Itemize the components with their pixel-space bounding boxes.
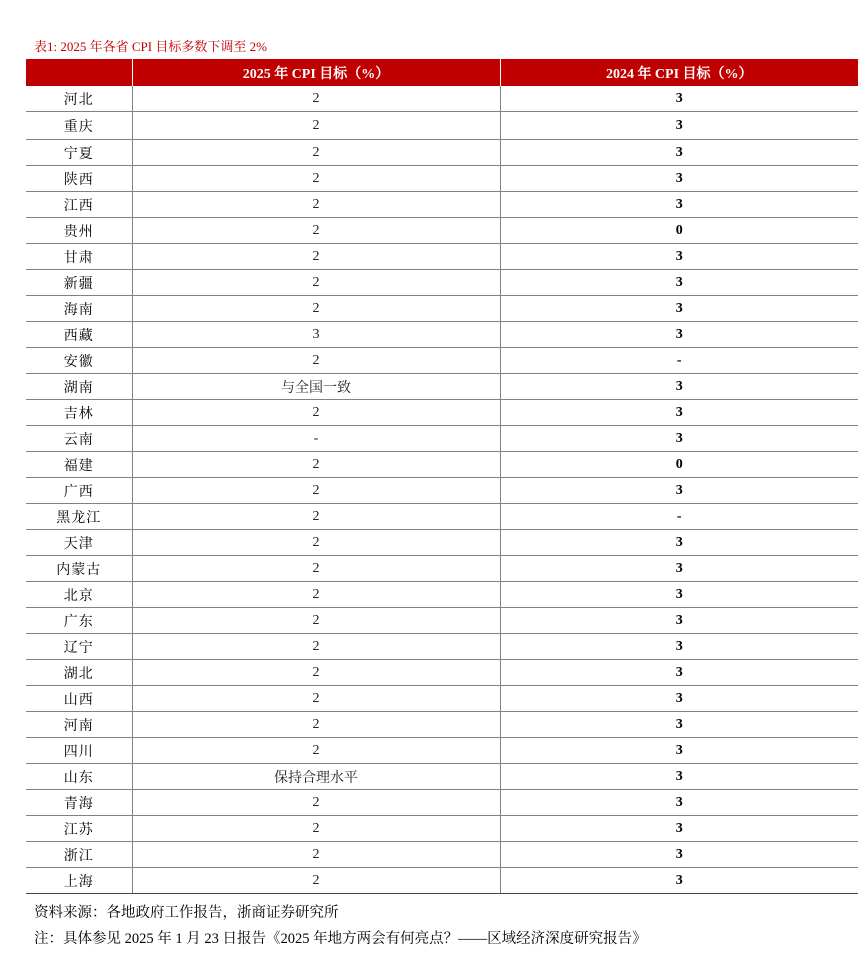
cpi-2024-cell: 3 [500, 764, 858, 790]
table-row [26, 712, 858, 738]
province-cell: 安徽 [26, 348, 132, 374]
table-header-row [26, 59, 858, 86]
table-row [26, 270, 858, 296]
cpi-2024-cell: 3 [500, 192, 858, 218]
province-cell: 北京 [26, 582, 132, 608]
cpi-2024-cell: 3 [500, 686, 858, 712]
header-2025-cpi-target: 2025 年 CPI 目标（%） [132, 59, 500, 86]
table-row [26, 504, 858, 530]
table-row [26, 426, 858, 452]
table-row [26, 296, 858, 322]
table-row [26, 192, 858, 218]
table-row [26, 218, 858, 244]
table-row [26, 322, 858, 348]
cpi-2025-cell: - [132, 426, 500, 452]
table-row [26, 738, 858, 764]
cpi-2025-cell: 2 [132, 738, 500, 764]
cpi-2024-cell: 3 [500, 530, 858, 556]
cpi-2024-cell: 3 [500, 322, 858, 348]
cpi-2025-cell: 2 [132, 400, 500, 426]
province-cell: 山东 [26, 764, 132, 790]
table-row [26, 478, 858, 504]
table-row [26, 608, 858, 634]
province-cell: 宁夏 [26, 140, 132, 166]
cpi-2025-cell: 2 [132, 244, 500, 270]
cpi-2024-cell: 3 [500, 790, 858, 816]
footnote: 注：具体参见 2025 年 1 月 23 日报告《2025 年地方两会有何亮点？——区域经济深度研究报告》 [34, 931, 647, 947]
table-row [26, 842, 858, 868]
cpi-2024-cell: 3 [500, 244, 858, 270]
cpi-2025-cell: 2 [132, 348, 500, 374]
cpi-2024-cell: 3 [500, 112, 858, 140]
cpi-2024-cell: 3 [500, 426, 858, 452]
province-cell: 湖南 [26, 374, 132, 400]
province-cell: 陕西 [26, 166, 132, 192]
cpi-2024-cell: 3 [500, 166, 858, 192]
cpi-2024-cell: 3 [500, 660, 858, 686]
province-cell: 湖北 [26, 660, 132, 686]
cpi-2024-cell: 0 [500, 218, 858, 244]
cpi-2024-cell: 3 [500, 374, 858, 400]
table-row [26, 140, 858, 166]
cpi-2025-cell: 2 [132, 790, 500, 816]
cpi-2024-cell: 3 [500, 712, 858, 738]
cpi-2025-cell: 2 [132, 218, 500, 244]
province-cell: 辽宁 [26, 634, 132, 660]
table-row [26, 816, 858, 842]
table-row [26, 686, 858, 712]
cpi-2025-cell: 3 [132, 322, 500, 348]
table-row [26, 112, 858, 140]
cpi-2024-cell: 3 [500, 270, 858, 296]
cpi-2025-cell: 2 [132, 112, 500, 140]
header-province [26, 59, 132, 86]
cpi-2025-cell: 2 [132, 530, 500, 556]
cpi-2025-cell: 2 [132, 582, 500, 608]
cpi-2024-cell: 3 [500, 478, 858, 504]
cpi-2025-cell: 2 [132, 686, 500, 712]
province-cell: 西藏 [26, 322, 132, 348]
province-cell: 青海 [26, 790, 132, 816]
source-note: 资料来源：各地政府工作报告，浙商证券研究所 [34, 905, 339, 921]
table-row [26, 634, 858, 660]
province-cell: 云南 [26, 426, 132, 452]
table-row [26, 530, 858, 556]
table-row [26, 868, 858, 894]
cpi-2025-cell: 2 [132, 842, 500, 868]
cpi-2025-cell: 2 [132, 270, 500, 296]
cpi-2025-cell: 2 [132, 504, 500, 530]
cpi-2024-cell: 3 [500, 868, 858, 894]
table-row [26, 660, 858, 686]
cpi-2025-cell: 2 [132, 712, 500, 738]
province-cell: 吉林 [26, 400, 132, 426]
table-row [26, 790, 858, 816]
table-row [26, 556, 858, 582]
province-cell: 重庆 [26, 112, 132, 140]
cpi-2025-cell: 2 [132, 452, 500, 478]
cpi-2024-cell: - [500, 504, 858, 530]
province-cell: 山西 [26, 686, 132, 712]
cpi-2025-cell: 2 [132, 140, 500, 166]
cpi-2024-cell: 0 [500, 452, 858, 478]
province-cell: 四川 [26, 738, 132, 764]
table-row [26, 348, 858, 374]
cpi-2024-cell: 3 [500, 738, 858, 764]
cpi-2025-cell: 2 [132, 166, 500, 192]
table-row [26, 374, 858, 400]
province-cell: 贵州 [26, 218, 132, 244]
table-row [26, 582, 858, 608]
province-cell: 内蒙古 [26, 556, 132, 582]
province-cell: 海南 [26, 296, 132, 322]
cpi-2025-cell: 2 [132, 608, 500, 634]
province-cell: 新疆 [26, 270, 132, 296]
cpi-2025-cell: 2 [132, 816, 500, 842]
province-cell: 江西 [26, 192, 132, 218]
table-row [26, 244, 858, 270]
cpi-2024-cell: 3 [500, 582, 858, 608]
table-caption: 表1: 2025 年各省 CPI 目标多数下调至 2% [34, 39, 267, 54]
province-cell: 上海 [26, 868, 132, 894]
cpi-2025-cell: 2 [132, 868, 500, 894]
province-cell: 河北 [26, 86, 132, 112]
cpi-2024-cell: 3 [500, 140, 858, 166]
cpi-2025-cell: 2 [132, 478, 500, 504]
province-cell: 浙江 [26, 842, 132, 868]
cpi-2024-cell: 3 [500, 842, 858, 868]
cpi-2025-cell: 2 [132, 634, 500, 660]
cpi-target-table [26, 59, 858, 894]
cpi-2025-cell: 2 [132, 86, 500, 112]
cpi-2025-cell: 2 [132, 660, 500, 686]
cpi-2025-cell: 与全国一致 [132, 374, 500, 400]
cpi-2025-cell: 2 [132, 192, 500, 218]
cpi-2024-cell: 3 [500, 816, 858, 842]
province-cell: 天津 [26, 530, 132, 556]
table-row [26, 764, 858, 790]
cpi-2024-cell: 3 [500, 296, 858, 322]
table-row [26, 86, 858, 112]
cpi-2024-cell: 3 [500, 608, 858, 634]
table-row [26, 452, 858, 478]
cpi-2024-cell: 3 [500, 634, 858, 660]
cpi-2025-cell: 2 [132, 296, 500, 322]
cpi-2025-cell: 2 [132, 556, 500, 582]
province-cell: 福建 [26, 452, 132, 478]
province-cell: 广西 [26, 478, 132, 504]
cpi-2024-cell: - [500, 348, 858, 374]
cpi-2024-cell: 3 [500, 86, 858, 112]
province-cell: 江苏 [26, 816, 132, 842]
cpi-2024-cell: 3 [500, 400, 858, 426]
cpi-2025-cell: 保持合理水平 [132, 764, 500, 790]
province-cell: 黑龙江 [26, 504, 132, 530]
province-cell: 广东 [26, 608, 132, 634]
province-cell: 甘肃 [26, 244, 132, 270]
table-row [26, 400, 858, 426]
province-cell: 河南 [26, 712, 132, 738]
cpi-2024-cell: 3 [500, 556, 858, 582]
table-body [26, 86, 858, 894]
header-2024-cpi-target: 2024 年 CPI 目标（%） [500, 59, 858, 86]
table-row [26, 166, 858, 192]
